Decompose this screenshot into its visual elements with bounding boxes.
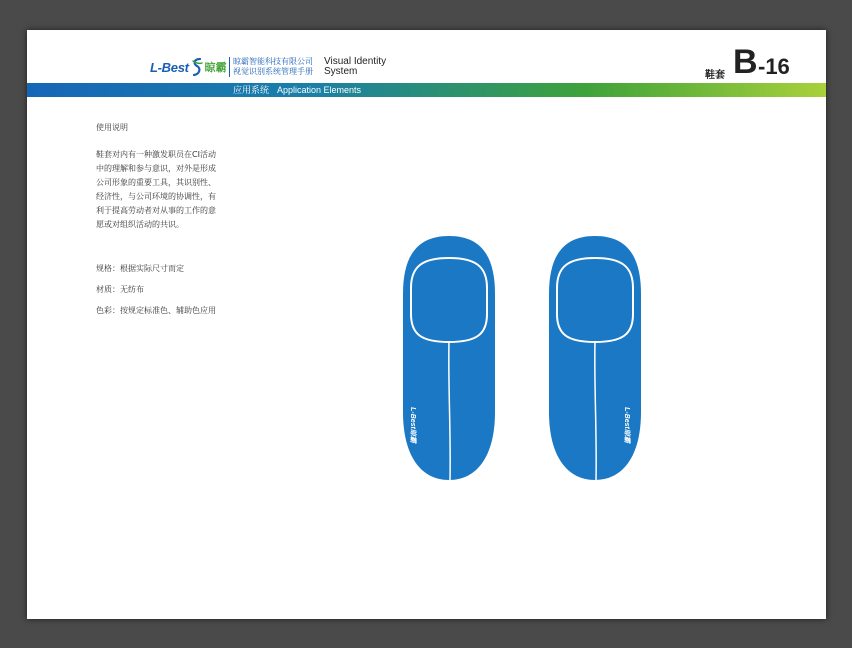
- code-number: -16: [758, 54, 790, 79]
- spec-line: 规格：根据实际尺寸而定: [96, 264, 184, 273]
- vi-line-1: Visual Identity: [324, 56, 387, 67]
- usage-line: 鞋套对内有一种激发职员在CI活动: [96, 150, 216, 159]
- company-name: [233, 57, 313, 77]
- shoe-cover-logo: L-Best晾霸: [408, 407, 416, 443]
- usage-title: 使用说明: [96, 123, 128, 132]
- section-band: [27, 83, 826, 97]
- company-line-2: 视觉识别系统管理手册: [233, 67, 313, 76]
- usage-line: 公司形象的重要工具，其识别性、: [96, 178, 216, 187]
- shoe-cover-left-icon: [401, 234, 497, 482]
- section-label: [233, 84, 361, 97]
- section-label-en: Application Elements: [277, 85, 362, 95]
- color-line: 色彩：按规定标准色、辅助色应用: [96, 306, 216, 315]
- shoe-cover-logo: L-Best晾霸: [622, 407, 630, 443]
- usage-description: [96, 148, 246, 232]
- usage-line: 利于提高劳动者对从事的工作的意: [96, 206, 216, 215]
- code-letter: B: [733, 43, 758, 81]
- vi-system-title: [324, 57, 386, 77]
- usage-line: 愿或对组织活动的共识。: [96, 220, 184, 229]
- material-line: 材质：无纺布: [96, 285, 144, 294]
- vi-line-2: System: [324, 66, 358, 77]
- brand-logo: [150, 56, 227, 78]
- shoe-cover-left: [401, 234, 497, 482]
- item-name: 鞋套: [705, 70, 725, 81]
- logo-wordmark: L-Best: [150, 59, 189, 75]
- header-divider: [229, 57, 230, 77]
- logo-chinese-name: 晾霸: [204, 61, 227, 74]
- usage-line: 经济性，与公司环境的协调性，有: [96, 192, 216, 201]
- logo-mark-icon: [190, 57, 204, 77]
- manual-page: [27, 30, 826, 619]
- section-label-cn: 应用系统: [233, 86, 270, 96]
- shoe-cover-right: [547, 234, 643, 482]
- usage-line: 中的理解和参与意识，对外是形成: [96, 164, 216, 173]
- company-line-1: 晾霸智能科技有限公司: [233, 57, 313, 66]
- shoe-cover-right-icon: [547, 234, 643, 482]
